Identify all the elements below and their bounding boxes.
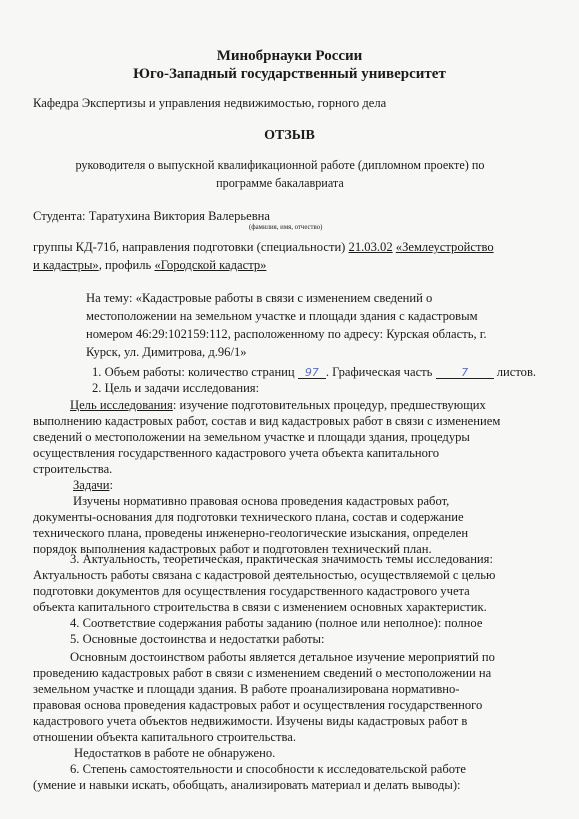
- tasks-line-3: технического плана, проведены инженерно-геологические изыскания, определен: [33, 526, 469, 540]
- document-title: ОТЗЫВ: [264, 128, 315, 143]
- goal-line-1: Цель исследования: изучение подготовительных процедур, предшествующих: [70, 398, 486, 412]
- student-line: [33, 210, 270, 223]
- relevance-line-3: подготовки документов для осуществления государственного кадастрового учета: [33, 584, 470, 598]
- merits-line-3: земельном участке и площади здания. В работе проанализирована нормативно-: [33, 682, 460, 696]
- direction-name-end: и кадастры»: [33, 258, 99, 272]
- item-compliance: 4. Соответствие содержания работы заданию (полное или неполное): полное: [70, 616, 483, 630]
- student-name: Таратухина Виктория Валерьевна: [88, 209, 270, 223]
- merits-line-5: кадастрового учета объектов недвижимости. Изучены виды кадастровых работ в: [33, 714, 468, 728]
- student-name-hint: (фамилия, имя, отчество): [249, 224, 323, 231]
- goal-line-2: выполнению кадастровых работ, состав и вид кадастровых работ в связи с изменением: [33, 414, 501, 428]
- ministry-heading: Минобрнауки России: [216, 48, 363, 64]
- goal-line-3: сведений о местоположении на земельном участке и площади здания, процедуры: [33, 430, 470, 444]
- pages-count-handwritten: 97: [298, 367, 326, 379]
- group-line-2: и кадастры», профиль «Городской кадастр»: [33, 258, 267, 272]
- tasks-line-1: Изучены нормативно правовая основа проведения кадастровых работ,: [73, 494, 450, 508]
- relevance-line-1: 3. Актуальность, теоретическая, практическая значимость темы исследования:: [70, 552, 493, 566]
- group-line-1: [33, 241, 494, 254]
- item-goals-heading: 2. Цель и задачи исследования:: [92, 381, 260, 395]
- topic-line-3: номером 46:29:102159:112, расположенному по адресу: Курская область, г.: [86, 327, 487, 341]
- profile-name: «Городской кадастр»: [154, 258, 267, 272]
- item-volume: 1. Объем работы: количество страниц 97 . Графическая часть 7 листов.: [92, 365, 537, 379]
- tasks-label-line: Задачи:: [73, 478, 113, 492]
- tasks-label: Задачи: [73, 478, 110, 492]
- independence-line-2: (умение и навыки искать, обобщать, анализировать материал и делать выводы):: [33, 778, 461, 792]
- sheets-count-handwritten: 7: [436, 367, 494, 379]
- merits-line-4: правовая основа проведения кадастровых работ и осуществления государственного: [33, 698, 483, 712]
- group-text: группы КД-71б, направления подготовки (специальности): [33, 240, 349, 254]
- goal-line-5: строительства.: [33, 462, 113, 476]
- relevance-line-2: Актуальность работы связана с кадастровой деятельностью, осуществляемой с целью: [33, 568, 496, 582]
- subtitle-line-2: программе бакалавриата: [216, 176, 344, 190]
- merits-line-2: проведению кадастровых работ в связи с изменением сведений о местоположении на: [33, 666, 492, 680]
- item-merits-heading: 5. Основные достоинства и недостатки работы:: [70, 632, 325, 646]
- tasks-line-2: документы-основания для подготовки технического плана, состав и содержание: [33, 510, 464, 524]
- university-heading: Юго-Западный государственный университет: [133, 66, 446, 82]
- topic-line-1: На тему: «Кадастровые работы в связи с изменением сведений о: [86, 291, 433, 305]
- topic-line-4: Курск, ул. Димитрова, д.96/1»: [86, 345, 247, 359]
- merits-line-6: отношении объекта капитального строительства.: [33, 730, 297, 744]
- merits-line-1: Основным достоинством работы является детальное изучение мероприятий по: [70, 650, 495, 664]
- tasks-line-4: порядок выполнения кадастровых работ и подготовлен технический план.: [33, 542, 432, 556]
- subtitle-line-1: руководителя о выпускной квалификационной работе (дипломном проекте) по: [75, 158, 485, 172]
- goal-line-4: осуществления государственного кадастрового учета объекта капитального: [33, 446, 440, 460]
- independence-line-1: 6. Степень самостоятельности и способности к исследовательской работе: [70, 762, 467, 776]
- department-line: Кафедра Экспертизы и управления недвижимостью, горного дела: [33, 96, 387, 110]
- student-label: Студента:: [33, 209, 86, 223]
- no-flaws-line: Недостатков в работе не обнаружено.: [74, 746, 276, 760]
- topic-line-2: местоположении на земельном участке и площади здания с кадастровым: [86, 309, 478, 323]
- direction-code: 21.03.02: [348, 240, 393, 254]
- relevance-line-4: объекта капитального строительства в связи с изменением основных характеристик.: [33, 600, 487, 614]
- goal-label: Цель исследования: [70, 398, 173, 412]
- direction-name: «Землеустройство: [395, 240, 494, 254]
